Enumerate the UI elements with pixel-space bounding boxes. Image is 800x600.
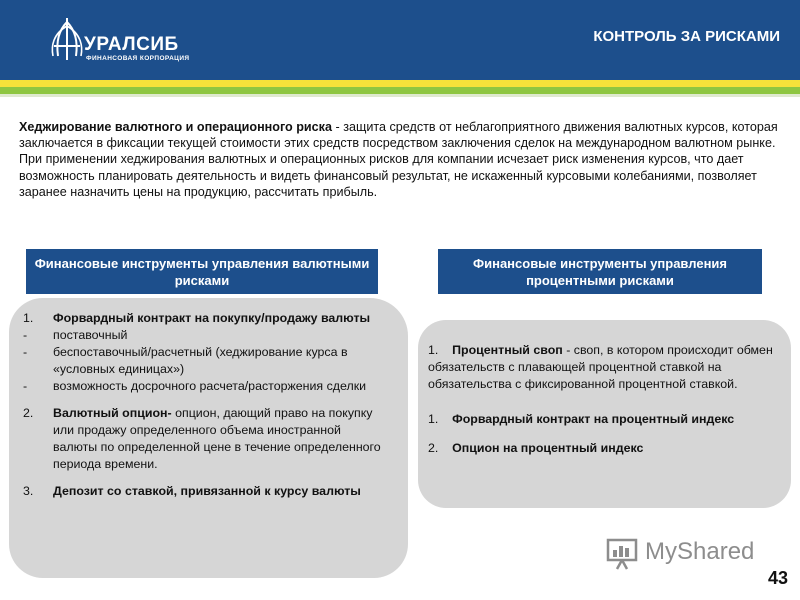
list-item (23, 310, 388, 327)
item-title: Форвардный контракт на процентный индекс (452, 412, 735, 426)
sub-item-label: возможность досрочного расчета/расторжения сделки (53, 379, 367, 393)
item-number: 2. (428, 441, 439, 455)
item-number: 1. (428, 412, 439, 426)
header-bar (0, 0, 800, 80)
intro-term: Хеджирование валютного и операционного риска (19, 120, 332, 134)
logo-subtitle: ФИНАНСОВАЯ КОРПОРАЦИЯ (86, 55, 190, 62)
watermark-text: MyShared (645, 538, 755, 565)
item-number: 1. (428, 343, 439, 357)
list-item (428, 342, 783, 393)
item-number: 2. (23, 406, 34, 420)
list-item (428, 440, 783, 457)
yellow-stripe (0, 80, 800, 87)
uralsib-emblem-icon (50, 16, 84, 64)
intro-paragraph-2: При применении хеджирования валютных и операционных рисков для компании исчезает риск изменения курсов, что дает возможность планировать деятельность и видеть финансовый результат, не искаженный курсовыми колебаниями, позволяет заранее назначить цены на продукцию, рассчитать прибыль. (19, 152, 757, 199)
item-title: Процентный своп (452, 343, 563, 357)
interest-risk-title: Финансовые инструменты управления процентными рисками (438, 249, 762, 294)
item-text (53, 405, 388, 473)
sub-item-label: поставочный (53, 328, 128, 342)
list-item (428, 411, 783, 428)
sub-item: - возможность досрочного расчета/расторжения сделки (23, 379, 367, 393)
light-stripe (0, 94, 800, 97)
logo-brand-text: УРАЛСИБ (84, 34, 179, 55)
sub-item: - поставочный (23, 328, 128, 342)
intro-definition: - защита средств от неблагоприятного движения валютных курсов, которая заключается в фиксации текущей стоимости этих средств посредством заключения сделок на международном валютном рынке. (19, 120, 778, 151)
intro-text (19, 119, 779, 200)
currency-risk-panel (9, 298, 408, 578)
item-number: 3. (23, 484, 34, 498)
slide-title: КОНТРОЛЬ ЗА РИСКАМИ (593, 28, 780, 45)
presentation-board-icon (605, 535, 641, 571)
item-number: 1. (23, 311, 34, 325)
item-description: - своп, в котором происходит обмен обязательств с плавающей процентной ставкой на обязательства с фиксированной процентной ставкой. (428, 343, 773, 391)
page-number: 43 (767, 568, 788, 588)
list-item (23, 405, 388, 473)
company-logo (50, 16, 200, 66)
green-stripe (0, 87, 800, 94)
currency-risk-title: Финансовые инструменты управления валютными рисками (26, 249, 378, 294)
sub-item-label: беспоставочный/расчетный (хеджирование курса в «условных единицах») (53, 345, 348, 376)
watermark (605, 535, 765, 571)
item-description: опцион, дающий право на покупку или продажу определенного объема иностранной валюты по определенной цене в течение определенного периода времени. (53, 406, 381, 471)
interest-risk-panel (418, 320, 791, 508)
sub-item: - беспоставочный/расчетный (хеджирование курса в «условных единицах») (23, 344, 388, 378)
item-title: Опцион на процентный индекс (452, 441, 644, 455)
item-title: Валютный опцион- (53, 406, 172, 420)
item-title: Депозит со ставкой, привязанной к курсу валюты (53, 484, 361, 498)
item-title: Форвардный контракт на покупку/продажу валюты (53, 311, 371, 325)
list-item (23, 483, 388, 500)
intro-paragraph-1 (19, 119, 779, 151)
